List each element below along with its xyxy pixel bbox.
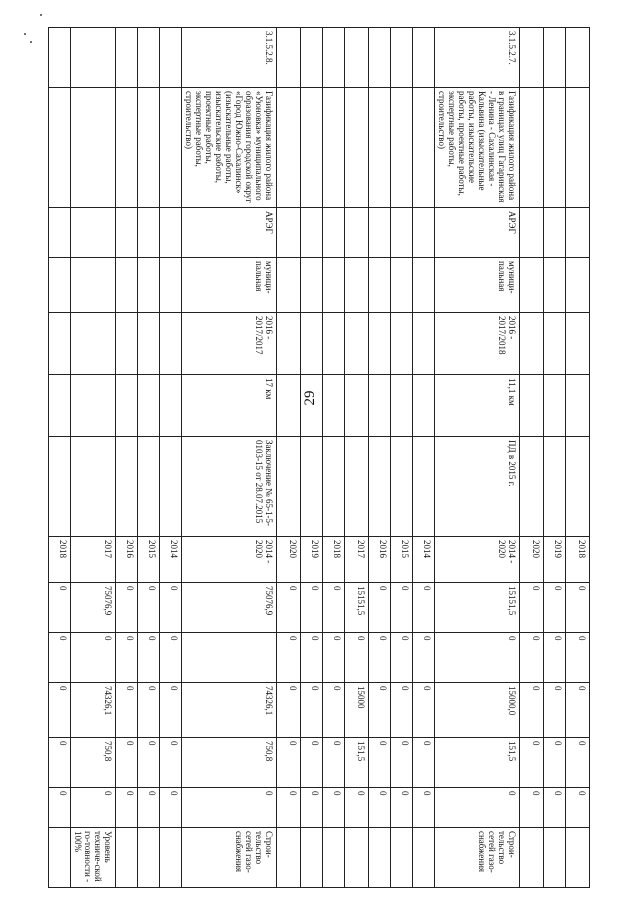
table-cell [138, 375, 160, 437]
table-cell: 0 [160, 738, 182, 788]
table-cell [345, 313, 369, 375]
table-cell [391, 258, 413, 313]
table-cell [277, 258, 301, 313]
table-cell [49, 437, 71, 537]
table-cell [49, 375, 71, 437]
table-cell [323, 375, 345, 437]
scan-speck [40, 14, 42, 16]
table-cell: муници-пальная [435, 258, 520, 313]
table-cell [160, 28, 182, 88]
table-cell [301, 437, 323, 537]
table-cell: 0 [391, 788, 413, 828]
table-cell: 75076,9 [182, 583, 277, 633]
table-cell [566, 313, 590, 375]
table-cell [391, 437, 413, 537]
table-cell: Газификация жилого района в границах улиц Гагаринская - Ленина - Сахалинская - Кальвина (изыскательные работы, изыскательские работы, проектные работы, экспертные работы, строительство) [435, 88, 520, 208]
table-cell [71, 208, 116, 258]
table-cell: АРЭГ [435, 208, 520, 258]
table-row [413, 28, 435, 888]
table-cell [160, 828, 182, 888]
table-cell: 2019 [301, 537, 323, 583]
table-cell [544, 208, 566, 258]
table-cell [49, 208, 71, 258]
table-cell: 15000 [345, 683, 369, 738]
table-cell [544, 828, 566, 888]
table-cell: 0 [301, 788, 323, 828]
table-cell: 0 [138, 738, 160, 788]
table-cell [277, 208, 301, 258]
table-cell [345, 28, 369, 88]
table-cell [413, 208, 435, 258]
table-cell [116, 208, 138, 258]
table-cell: 17 км [182, 375, 277, 437]
table-cell [301, 28, 323, 88]
table-cell: 0 [391, 633, 413, 683]
table-cell [369, 258, 391, 313]
table-cell: 0 [301, 683, 323, 738]
table-cell: 0 [345, 633, 369, 683]
table-cell [277, 88, 301, 208]
table-cell: 2020 [520, 537, 544, 583]
table-cell: 0 [301, 633, 323, 683]
table-cell: Строи-тельство сетей газо-снабжения [435, 828, 520, 888]
table-cell: 2016 [116, 537, 138, 583]
table-cell [345, 258, 369, 313]
table-cell: 0 [277, 683, 301, 738]
table-cell: 2018 [49, 537, 71, 583]
table-cell [160, 313, 182, 375]
table-row [435, 28, 520, 888]
table-cell [116, 313, 138, 375]
table-cell [345, 437, 369, 537]
table-cell: 15000,0 [435, 683, 520, 738]
table-cell [566, 28, 590, 88]
table-cell: 0 [369, 788, 391, 828]
table-cell [138, 258, 160, 313]
table-cell: Уровень техниче-ской го-товности - 100% [71, 828, 116, 888]
table-cell [566, 437, 590, 537]
table-cell: 0 [71, 788, 116, 828]
table-cell [544, 28, 566, 88]
table-cell: 0 [391, 738, 413, 788]
table-cell [49, 28, 71, 88]
table-row [71, 28, 116, 888]
scan-speck [30, 41, 32, 43]
table-cell [277, 828, 301, 888]
table-cell [116, 437, 138, 537]
table-cell [160, 375, 182, 437]
table-cell: 750,8 [182, 738, 277, 788]
table-cell: Газификация жилого района «Уюновка» муниципального образования городской округ «Город Южно-Сахалинск» (изыскательные работы, изыскательские работы, проектные работы, экспертные работы, строительство) [182, 88, 277, 208]
table-cell [520, 258, 544, 313]
table-cell: 2018 [566, 537, 590, 583]
table-cell: 0 [116, 738, 138, 788]
table-cell [413, 828, 435, 888]
table-cell [544, 258, 566, 313]
table-cell: 0 [116, 683, 138, 738]
table-cell [323, 313, 345, 375]
table-cell: 0 [49, 788, 71, 828]
table-cell: 2020 [277, 537, 301, 583]
table-container [58, 27, 590, 887]
table-cell [71, 28, 116, 88]
table-row [566, 28, 590, 888]
table-cell [566, 208, 590, 258]
table-cell [566, 88, 590, 208]
table-cell: 0 [520, 683, 544, 738]
table-cell [160, 437, 182, 537]
table-cell [71, 437, 116, 537]
scan-speck [24, 33, 26, 35]
table-cell: Заключение № 65-1-5-0103-15 от 28.07.2015 [182, 437, 277, 537]
table-cell [345, 88, 369, 208]
table-cell [369, 28, 391, 88]
table-cell: ПД в 2015 г. [435, 437, 520, 537]
table-cell [301, 313, 323, 375]
table-cell [138, 437, 160, 537]
table-cell [323, 258, 345, 313]
table-cell [182, 633, 277, 683]
table-cell: 0 [49, 683, 71, 738]
table-cell: 151,5 [435, 738, 520, 788]
table-cell: 2016 - 2017/2017 [182, 313, 277, 375]
page-number: 29 [302, 390, 318, 406]
table-cell [116, 828, 138, 888]
table-cell [345, 828, 369, 888]
table-cell [391, 313, 413, 375]
table-cell: 0 [138, 633, 160, 683]
table-cell [369, 208, 391, 258]
table-cell: 0 [160, 683, 182, 738]
table-cell [413, 375, 435, 437]
table-row [391, 28, 413, 888]
table-cell: 0 [138, 788, 160, 828]
table-cell [520, 828, 544, 888]
table-cell: 0 [323, 683, 345, 738]
table-cell [160, 88, 182, 208]
table-cell [277, 437, 301, 537]
table-row [520, 28, 544, 888]
table-cell: 0 [277, 788, 301, 828]
table-cell [301, 208, 323, 258]
table-cell: 0 [566, 738, 590, 788]
table-cell [160, 208, 182, 258]
table-cell [345, 208, 369, 258]
table-cell: 75076,9 [71, 583, 116, 633]
table-cell [345, 375, 369, 437]
table-cell: 2018 [323, 537, 345, 583]
table-row [301, 28, 323, 888]
table-cell [323, 828, 345, 888]
table-cell: муници-пальная [182, 258, 277, 313]
table-cell [369, 313, 391, 375]
table-cell [116, 88, 138, 208]
table-row [138, 28, 160, 888]
table-cell [49, 828, 71, 888]
table-cell [323, 28, 345, 88]
table-cell [520, 28, 544, 88]
table-row [277, 28, 301, 888]
table-cell [301, 258, 323, 313]
table-cell [49, 258, 71, 313]
table-cell: 0 [323, 738, 345, 788]
table-row [345, 28, 369, 888]
table-cell: 0 [116, 788, 138, 828]
table-cell: 0 [413, 738, 435, 788]
table-row [369, 28, 391, 888]
table-row [323, 28, 345, 888]
rotated-table-frame [58, 27, 590, 887]
table-row [49, 28, 71, 888]
table-cell: 0 [544, 788, 566, 828]
table-cell: 0 [544, 633, 566, 683]
table-cell: 0 [520, 788, 544, 828]
table-cell [544, 437, 566, 537]
table-cell: 0 [566, 788, 590, 828]
table-cell: 0 [49, 738, 71, 788]
table-cell [544, 313, 566, 375]
table-cell: АРЭГ [182, 208, 277, 258]
table-cell: 2016 [369, 537, 391, 583]
table-cell: 0 [369, 633, 391, 683]
table-cell: 0 [413, 788, 435, 828]
table-cell: 0 [301, 583, 323, 633]
table-cell [413, 258, 435, 313]
table-cell: 0 [566, 683, 590, 738]
table-cell [301, 375, 323, 437]
table-cell [520, 375, 544, 437]
table-cell: 0 [345, 788, 369, 828]
program-table [48, 27, 590, 888]
table-cell [323, 437, 345, 537]
table-cell: 0 [520, 738, 544, 788]
table-cell [391, 28, 413, 88]
table-cell [277, 375, 301, 437]
table-cell [116, 375, 138, 437]
table-cell [116, 258, 138, 313]
table-cell [138, 28, 160, 88]
table-cell: 0 [323, 788, 345, 828]
table-cell [391, 208, 413, 258]
table-row [160, 28, 182, 888]
table-cell [391, 88, 413, 208]
table-cell [566, 375, 590, 437]
table-cell [71, 88, 116, 208]
table-cell: 0 [49, 633, 71, 683]
table-cell: 0 [435, 633, 520, 683]
table-cell: 11,1 км [435, 375, 520, 437]
table-cell: 2015 [138, 537, 160, 583]
table-cell: 0 [323, 633, 345, 683]
table-cell: 2017 [71, 537, 116, 583]
table-cell: 0 [413, 683, 435, 738]
table-cell: 0 [277, 738, 301, 788]
table-cell: 0 [544, 683, 566, 738]
table-cell [369, 437, 391, 537]
table-cell: 0 [544, 738, 566, 788]
table-row [544, 28, 566, 888]
table-cell: 2014 - 2020 [182, 537, 277, 583]
table-cell [71, 258, 116, 313]
table-cell: 0 [138, 683, 160, 738]
table-cell [520, 208, 544, 258]
table-cell: 0 [160, 788, 182, 828]
table-cell [71, 375, 116, 437]
table-cell [160, 258, 182, 313]
table-row [182, 28, 277, 888]
table-cell: 2014 - 2020 [435, 537, 520, 583]
table-cell [413, 28, 435, 88]
table-cell [520, 437, 544, 537]
table-cell: 0 [413, 583, 435, 633]
table-cell: 0 [520, 633, 544, 683]
table-cell: 151,5 [345, 738, 369, 788]
table-cell [566, 258, 590, 313]
table-cell: 74326,1 [71, 683, 116, 738]
table-cell [369, 88, 391, 208]
table-cell: 0 [566, 633, 590, 683]
table-cell: 2016 - 2017/2018 [435, 313, 520, 375]
table-cell: 0 [435, 788, 520, 828]
table-cell [413, 437, 435, 537]
table-cell [544, 88, 566, 208]
table-cell: 0 [520, 583, 544, 633]
table-cell: 3.1.5.2.8. [182, 28, 277, 88]
table-cell [323, 88, 345, 208]
table-body [49, 28, 590, 888]
table-cell: 15151,5 [435, 583, 520, 633]
table-cell: 0 [116, 633, 138, 683]
table-cell: 0 [544, 583, 566, 633]
table-cell [369, 375, 391, 437]
table-cell: 74326,1 [182, 683, 277, 738]
table-cell [544, 375, 566, 437]
table-cell [520, 88, 544, 208]
table-cell: 0 [413, 633, 435, 683]
table-cell: 0 [138, 583, 160, 633]
table-cell: 2019 [544, 537, 566, 583]
table-cell [413, 313, 435, 375]
table-cell: 0 [182, 788, 277, 828]
table-cell: 0 [323, 583, 345, 633]
table-cell: 0 [391, 683, 413, 738]
table-cell [520, 313, 544, 375]
table-cell [49, 313, 71, 375]
table-cell: Строи-тельство сетей газо-снабжения [182, 828, 277, 888]
table-cell [49, 88, 71, 208]
table-cell: 2014 [413, 537, 435, 583]
table-cell [323, 208, 345, 258]
table-cell: 3.1.5.2.7. [435, 28, 520, 88]
table-cell [138, 313, 160, 375]
table-cell [391, 375, 413, 437]
table-cell [138, 88, 160, 208]
table-cell: 2015 [391, 537, 413, 583]
table-cell [369, 828, 391, 888]
table-cell [138, 828, 160, 888]
table-cell: 0 [369, 583, 391, 633]
table-cell: 0 [160, 633, 182, 683]
table-cell: 0 [369, 683, 391, 738]
table-cell [277, 313, 301, 375]
table-cell [301, 828, 323, 888]
table-cell: 2014 [160, 537, 182, 583]
table-row [116, 28, 138, 888]
table-cell [71, 313, 116, 375]
table-cell: 0 [391, 583, 413, 633]
table-cell: 750,8 [71, 738, 116, 788]
table-cell [413, 88, 435, 208]
table-cell: 0 [301, 738, 323, 788]
table-cell: 2017 [345, 537, 369, 583]
table-cell: 0 [277, 583, 301, 633]
table-cell [138, 208, 160, 258]
table-cell [301, 88, 323, 208]
table-cell: 0 [566, 583, 590, 633]
table-cell: 0 [160, 583, 182, 633]
table-cell: 0 [277, 633, 301, 683]
table-cell [277, 28, 301, 88]
table-cell: 0 [369, 738, 391, 788]
table-cell: 15151,5 [345, 583, 369, 633]
table-cell: 0 [116, 583, 138, 633]
table-cell: 0 [71, 633, 116, 683]
table-cell [566, 828, 590, 888]
table-cell: 0 [49, 583, 71, 633]
table-cell [116, 28, 138, 88]
table-cell [391, 828, 413, 888]
